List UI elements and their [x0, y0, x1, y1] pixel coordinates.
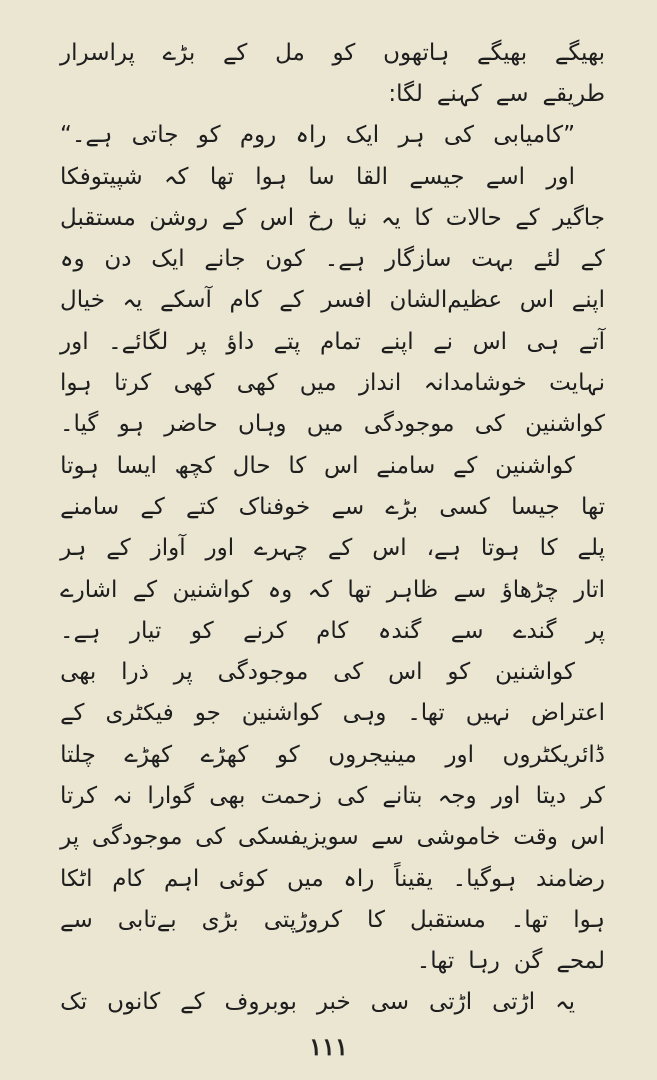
word: کے	[515, 204, 540, 231]
word: تیار	[129, 617, 162, 644]
word: تھا۔	[407, 700, 445, 727]
word: چہرے	[254, 535, 308, 562]
word: مستقبل	[60, 204, 136, 231]
word: بھی	[60, 659, 97, 686]
word: کھی	[236, 370, 278, 397]
text-line	[60, 404, 605, 445]
word: کو	[332, 39, 356, 66]
word: کے	[452, 452, 478, 479]
word: ہوگیا۔	[452, 865, 517, 892]
word: وہاں	[237, 411, 287, 438]
word: کے	[132, 576, 158, 603]
word: تھا۔	[416, 948, 455, 975]
word: کے	[580, 246, 605, 273]
word: اہم	[164, 865, 200, 892]
word: وہی	[342, 700, 387, 727]
word: بڑے	[385, 493, 418, 520]
word: کھڑے	[124, 741, 173, 768]
word: تھا۔	[510, 906, 549, 933]
word: نہیں	[465, 700, 511, 727]
text-line	[60, 486, 605, 527]
text-line	[60, 858, 605, 899]
word: ہے۔	[60, 617, 101, 644]
word: ایسا	[116, 452, 157, 479]
word: خیال	[60, 287, 105, 314]
word: یہ	[380, 204, 401, 231]
word: کی	[333, 659, 364, 686]
word: کواشنین	[495, 452, 575, 479]
word: دن	[104, 246, 132, 273]
word: کے	[221, 204, 247, 231]
word: خاموشی	[416, 824, 501, 851]
word: بوبروف	[224, 989, 297, 1016]
word: کرنے	[243, 617, 287, 644]
word: ہے۔	[324, 246, 366, 273]
word: انداز	[358, 370, 402, 397]
word: نہ	[112, 782, 133, 809]
word: کواشنین	[525, 411, 605, 438]
word: سی	[370, 989, 410, 1016]
word: اس	[372, 535, 407, 562]
word: مل	[275, 39, 305, 66]
word: یہ	[122, 287, 143, 314]
word: کواشنین	[172, 576, 253, 603]
word: خبر	[316, 989, 351, 1016]
word: کے	[279, 287, 304, 314]
word: کون	[265, 246, 306, 273]
word: بےتابی	[117, 906, 177, 933]
word: راہ	[295, 122, 327, 149]
word: سے	[60, 906, 93, 933]
word: لگائے۔	[108, 328, 169, 355]
text-line	[60, 775, 605, 816]
word: کسی	[439, 493, 490, 520]
word: جو	[194, 700, 221, 727]
word: بھی	[209, 782, 246, 809]
word: جیسا	[511, 493, 560, 520]
word: سازگار	[384, 246, 452, 273]
word: کا	[367, 906, 386, 933]
word: اعتراض	[531, 700, 605, 727]
word: کے	[106, 535, 131, 562]
word: اور	[445, 741, 475, 768]
word: پراسرار	[60, 39, 135, 66]
text-line	[60, 73, 605, 114]
word: حالات	[445, 204, 502, 231]
word: بہت	[471, 246, 514, 273]
word: اس	[388, 659, 423, 686]
word: ایک	[151, 246, 185, 273]
word: کروڑپتی	[263, 906, 343, 933]
word: تک	[60, 989, 88, 1016]
word: کہ	[307, 576, 333, 603]
word: اس	[519, 287, 555, 314]
word: کا	[414, 204, 433, 231]
word: کی	[337, 782, 368, 809]
word: طریقے	[542, 80, 605, 107]
word: یہ	[555, 989, 575, 1016]
word: کواشنین	[495, 659, 575, 686]
word: کے	[222, 39, 248, 66]
word: سے	[371, 824, 404, 851]
word: لمحے	[556, 948, 605, 975]
word: چلتا	[60, 741, 96, 768]
word: حاضر	[164, 411, 218, 438]
word: سامنے	[60, 493, 120, 520]
word: ذرا	[121, 659, 149, 686]
text-line	[60, 569, 605, 610]
page-number: ۱۱۱	[309, 1032, 348, 1061]
word: رخ	[307, 204, 334, 231]
word: اور	[205, 535, 235, 562]
text-line	[60, 238, 605, 279]
word: یقیناً	[394, 865, 433, 892]
word: پر	[187, 328, 207, 355]
word: داؤ	[226, 328, 255, 355]
word: نے	[433, 328, 454, 355]
word: کو	[197, 122, 221, 149]
word: ہوتا	[480, 535, 520, 562]
word: کی	[474, 411, 505, 438]
word: اشارے	[60, 576, 118, 603]
word: ایک	[345, 122, 380, 149]
page-body-text	[60, 32, 605, 1023]
word: سویزیفسکی	[237, 824, 359, 851]
word: روشن	[149, 204, 209, 231]
word: زحمت	[260, 782, 322, 809]
word: کرتا	[60, 782, 98, 809]
word: اڑتی	[492, 989, 536, 1016]
word: حال	[232, 452, 271, 479]
word: کھڑے	[200, 741, 249, 768]
word: ڈائریکٹروں	[502, 741, 605, 768]
word: لئے	[533, 246, 561, 273]
word: اس	[324, 452, 359, 479]
word: کی	[195, 824, 226, 851]
word: آسکے	[160, 287, 212, 314]
word: ہی	[526, 328, 560, 355]
word: پتے	[273, 328, 301, 355]
word: وہ	[267, 576, 293, 603]
word: تھا	[347, 576, 372, 603]
word: بڑے	[162, 39, 196, 66]
word: اور	[60, 328, 89, 355]
word: روم	[239, 122, 277, 149]
word: سے	[450, 617, 484, 644]
word: تھا	[580, 493, 605, 520]
word: وہ	[60, 246, 85, 273]
word: کو	[276, 741, 300, 768]
word: خوشامدانہ	[423, 370, 527, 397]
word: سا	[308, 163, 335, 190]
word: مستقبل	[410, 906, 486, 933]
word: سے	[495, 80, 529, 107]
text-line	[60, 362, 605, 403]
word: کرتا	[114, 370, 152, 397]
word: نہایت	[549, 370, 605, 397]
word: جاگیر	[553, 204, 605, 231]
word: کام	[316, 617, 349, 644]
word: کو	[190, 617, 214, 644]
word: اپنے	[380, 328, 414, 355]
word: اسے	[485, 163, 526, 190]
word: کام	[229, 287, 262, 314]
word: ہوا	[255, 163, 287, 190]
word: موجودگی	[217, 659, 309, 686]
word: اٹکا	[60, 865, 93, 892]
text-line	[60, 197, 605, 238]
word: ”کامیابی	[493, 122, 575, 149]
word: اتار	[574, 576, 605, 603]
word: نیا	[347, 204, 368, 231]
word: میں	[306, 411, 344, 438]
word: میں	[299, 370, 337, 397]
word: وجہ	[437, 782, 477, 809]
word: اور	[491, 782, 521, 809]
word: پر	[60, 824, 80, 851]
word: آواز	[150, 535, 186, 562]
word: بڑی	[201, 906, 239, 933]
word: کواشنین	[241, 700, 322, 727]
word: رضامند	[536, 865, 605, 892]
word: کے	[60, 700, 85, 727]
word: جاتی	[131, 122, 179, 149]
word: القا	[355, 163, 389, 190]
text-line	[60, 528, 605, 569]
text-line	[60, 899, 605, 940]
word: ہر	[60, 535, 87, 562]
word: اس	[259, 204, 295, 231]
text-line	[60, 693, 605, 734]
word: ہو	[118, 411, 144, 438]
word: ہاتھوں	[383, 39, 450, 66]
word: افسر	[321, 287, 372, 314]
word: رہا	[468, 948, 500, 975]
text-line	[60, 651, 605, 692]
word: ہوا	[573, 906, 605, 933]
word: سامنے	[376, 452, 436, 479]
word: بھیگے	[477, 39, 528, 66]
text-line	[60, 941, 605, 982]
word: موجودگی	[363, 411, 455, 438]
word: اور	[546, 163, 575, 190]
word: کے	[140, 493, 165, 520]
word: موجودگی	[91, 824, 183, 851]
word: میں	[286, 865, 324, 892]
word: بتانے	[382, 782, 423, 809]
text-line	[60, 280, 605, 321]
word: عظیم‌الشان	[389, 287, 503, 314]
word: تمام	[319, 328, 361, 355]
word: جیسے	[409, 163, 465, 190]
word: جانے	[204, 246, 246, 273]
word: ہوا	[60, 370, 92, 397]
word: دیتا	[535, 782, 567, 809]
word: آتے	[578, 328, 605, 355]
word: ہے،	[426, 535, 461, 562]
word: گندے	[512, 617, 557, 644]
word: اپنے	[571, 287, 605, 314]
word: کانوں	[107, 989, 161, 1016]
word: سے	[331, 493, 365, 520]
word: پر	[173, 659, 193, 686]
word: ظاہر	[386, 576, 439, 603]
word: ہر	[398, 122, 425, 149]
word: گندہ	[377, 617, 422, 644]
word: کام	[112, 865, 145, 892]
word: کے	[327, 535, 353, 562]
word: کو	[447, 659, 471, 686]
word: تھا	[209, 163, 234, 190]
word: خوفناک	[238, 493, 311, 520]
word: اڑتی	[429, 989, 473, 1016]
word: کہنے	[436, 80, 482, 107]
word: گیا۔	[60, 411, 99, 438]
word: کوئی	[218, 865, 268, 892]
word: کر	[581, 782, 605, 809]
word: اس	[570, 824, 605, 851]
word: بھیگے	[554, 39, 605, 66]
word: کتے	[186, 493, 218, 520]
word: راہ	[343, 865, 375, 892]
word: پر	[585, 617, 605, 644]
word: سے	[453, 576, 487, 603]
word: فیکٹری	[105, 700, 174, 727]
word: ہوتا	[60, 452, 99, 479]
word: کچھ	[174, 452, 215, 479]
word: کا	[288, 452, 307, 479]
text-line	[60, 445, 605, 486]
text-line	[60, 817, 605, 858]
text-line	[60, 734, 605, 775]
text-line	[60, 610, 605, 651]
word: لگا:	[388, 80, 423, 107]
word: کا	[539, 535, 558, 562]
word: پلے	[577, 535, 605, 562]
text-line	[60, 982, 605, 1023]
word: کے	[180, 989, 205, 1016]
text-line	[60, 32, 605, 73]
text-line	[60, 156, 605, 197]
text-line	[60, 321, 605, 362]
word: گن	[513, 948, 543, 975]
word: کی	[443, 122, 475, 149]
word: مینیجروں	[328, 741, 417, 768]
text-line	[60, 115, 605, 156]
word: اس	[472, 328, 508, 355]
word: چڑھاؤ	[501, 576, 559, 603]
word: کہ	[164, 163, 189, 190]
word: وقت	[513, 824, 558, 851]
word: گوارا	[147, 782, 195, 809]
word: کھی	[173, 370, 215, 397]
word: شپیتوفکا	[60, 163, 143, 190]
word: ہے۔“	[60, 122, 113, 149]
